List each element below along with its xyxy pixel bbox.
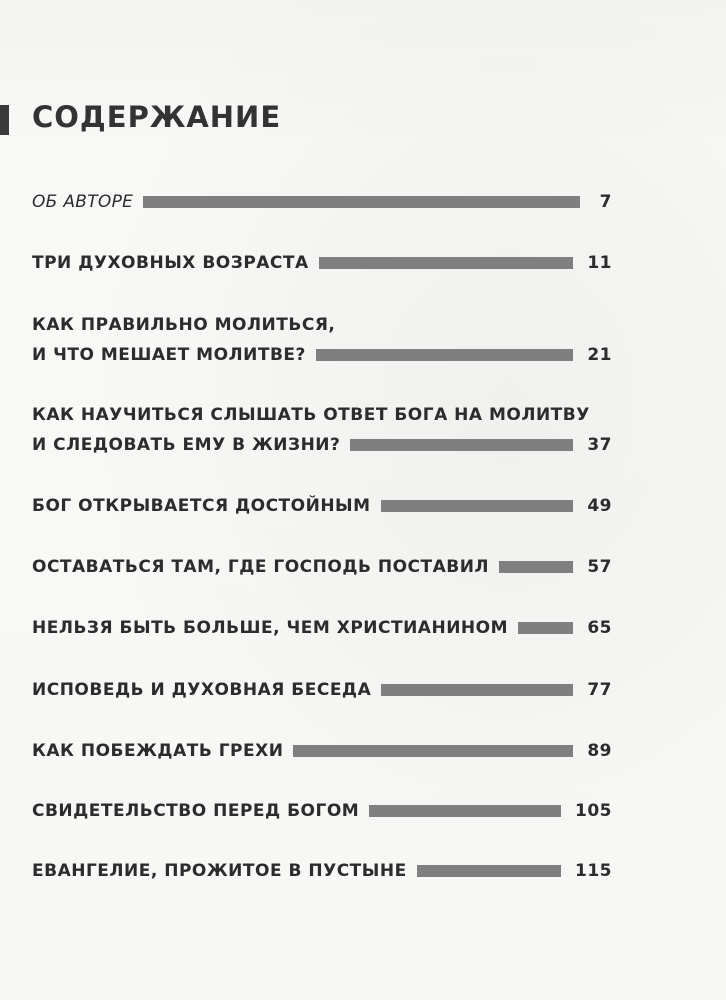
toc-entry-title-line-2: И ЧТО МЕШАЕТ МОЛИТВЕ? [32,345,306,365]
toc-entry-title: БОГ ОТКРЫВАЕТСЯ ДОСТОЙНЫМ [32,496,371,516]
toc-entry-title: ОСТАВАТЬСЯ ТАМ, ГДЕ ГОСПОДЬ ПОСТАВИЛ [32,557,490,577]
toc-page-number: 89 [587,741,612,761]
leader-bar [417,865,561,877]
toc-page-number: 49 [587,496,612,516]
leader-bar [143,196,580,208]
toc-page-number: 37 [587,435,612,455]
page-edge-mark [0,105,9,135]
toc-entry-how-to-pray [32,310,612,370]
toc-entry-hear-god [32,400,612,460]
toc-entry-title: НЕЛЬЗЯ БЫТЬ БОЛЬШЕ, ЧЕМ ХРИСТИАНИНОМ [32,618,509,638]
leader-bar [293,745,573,757]
leader-bar [316,349,573,361]
toc-entry-three-ages [32,248,612,278]
toc-entry-title-line-2: И СЛЕДОВАТЬ ЕМУ В ЖИЗНИ? [32,435,341,455]
toc-entry-testimony [32,796,612,826]
leader-bar [319,257,574,269]
toc-page-number: 115 [575,861,612,881]
toc-entry-about-author [32,187,612,217]
leader-bar [518,622,573,634]
leader-bar [381,684,573,696]
toc-entry-title: ИСПОВЕДЬ И ДУХОВНАЯ БЕСЕДА [32,680,372,700]
toc-entry-title-line-1: КАК НАУЧИТЬСЯ СЛЫШАТЬ ОТВЕТ БОГА НА МОЛИТВУ [32,405,590,425]
leader-bar [381,500,574,512]
leader-bar [499,561,573,573]
toc-page-number: 21 [587,345,612,365]
toc-page-number: 57 [587,557,612,577]
toc-page-number: 65 [587,618,612,638]
page-title: СОДЕРЖАНИЕ [32,100,282,134]
toc-entry-title: СВИДЕТЕЛЬСТВО ПЕРЕД БОГОМ [32,801,360,821]
toc-entry-overcome-sins [32,736,612,766]
toc-entry-christian [32,613,612,643]
toc-entry-title: ОБ АВТОРЕ [32,192,134,212]
toc-page-number: 7 [599,192,612,212]
toc-page-number: 11 [587,253,612,273]
toc-page-number: 77 [587,680,612,700]
toc-entry-gospel-desert [32,856,612,886]
toc-entry-stay-where-placed [32,552,612,582]
toc-entry-title: КАК ПОБЕЖДАТЬ ГРЕХИ [32,741,284,761]
toc-page-number: 105 [575,801,612,821]
toc-entry-title: ЕВАНГЕЛИЕ, ПРОЖИТОЕ В ПУСТЫНЕ [32,861,407,881]
toc-entry-title-line-1: КАК ПРАВИЛЬНО МОЛИТЬСЯ, [32,315,336,335]
toc-entry-title: ТРИ ДУХОВНЫХ ВОЗРАСТА [32,253,309,273]
leader-bar [369,805,561,817]
toc-entry-god-reveals [32,491,612,521]
leader-bar [350,439,573,451]
toc-entry-confession [32,675,612,705]
